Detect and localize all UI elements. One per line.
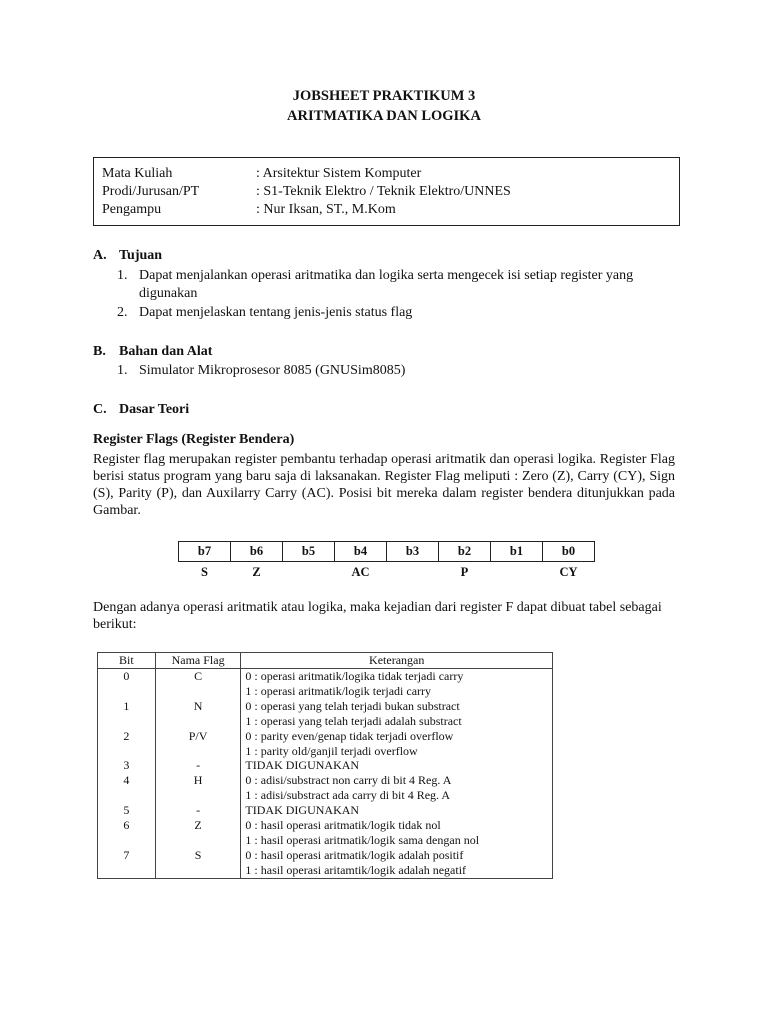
info-value: : Nur Iksan, ST., M.Kom — [256, 202, 396, 217]
bit-number — [98, 714, 156, 729]
table-row — [98, 714, 553, 729]
section-number: B. — [93, 344, 106, 359]
flag-description: 1 : hasil operasi aritmatik/logik sama dengan nol — [241, 833, 553, 848]
table-row — [98, 863, 553, 878]
section-title: Bahan dan Alat — [119, 344, 213, 359]
flag-cell — [491, 562, 543, 583]
flag-name: C — [155, 669, 241, 684]
table-row — [98, 744, 553, 759]
section-c-heading — [93, 402, 189, 418]
flag-description: TIDAK DIGUNAKAN — [241, 758, 553, 773]
table-row — [98, 818, 553, 833]
flag-description: 1 : hasil operasi aritamtik/logik adalah negatif — [241, 863, 553, 878]
flag-description: 0 : hasil operasi aritmatik/logik tidak nol — [241, 818, 553, 833]
column-header: Bit — [98, 653, 156, 669]
table-row — [98, 773, 553, 788]
doc-title: JOBSHEET PRAKTIKUM 3 — [292, 88, 476, 104]
bit-number: 3 — [98, 758, 156, 773]
flag-name: P/V — [155, 729, 241, 744]
table-header-row — [98, 653, 553, 669]
flag-cell: CY — [559, 564, 578, 579]
table-row — [98, 699, 553, 714]
flag-name: Z — [155, 818, 241, 833]
table-row — [98, 803, 553, 818]
table-row — [98, 758, 553, 773]
section-b-heading — [93, 344, 212, 360]
flag-description: TIDAK DIGUNAKAN — [241, 803, 553, 818]
flag-name: - — [155, 758, 241, 773]
flag-name — [155, 833, 241, 848]
bit-row — [179, 542, 595, 562]
info-label: Pengampu — [102, 202, 162, 217]
info-label: Mata Kuliah — [102, 166, 173, 181]
flag-cell: AC — [351, 564, 370, 579]
bit-cell: b1 — [491, 542, 543, 562]
course-info-box — [93, 157, 680, 226]
column-header: Nama Flag — [155, 653, 241, 669]
bit-number: 1 — [98, 699, 156, 714]
bit-number — [98, 788, 156, 803]
column-header: Keterangan — [241, 653, 553, 669]
flag-name — [155, 788, 241, 803]
flag-name — [155, 744, 241, 759]
bit-cell: b5 — [283, 542, 335, 562]
section-title: Tujuan — [119, 248, 163, 263]
flag-description: 1 : adisi/substract ada carry di bit 4 Reg. A — [241, 788, 553, 803]
flag-name — [155, 714, 241, 729]
flag-cell — [387, 562, 439, 583]
flag-cell — [283, 562, 335, 583]
bit-number — [98, 833, 156, 848]
table-row — [98, 669, 553, 684]
list-number: 1. — [117, 268, 128, 283]
flag-name: N — [155, 699, 241, 714]
info-value: : Arsitektur Sistem Komputer — [256, 166, 422, 181]
flag-name: H — [155, 773, 241, 788]
flag-cell: P — [460, 564, 469, 579]
section-title: Dasar Teori — [119, 402, 190, 417]
doc-subtitle: ARITMATIKA DAN LOGIKA — [287, 108, 481, 124]
register-flags-paragraph: Register flag merupakan register pembantu terhadap operasi aritmatik dan operasi logika. Register Flag berisi status program yang baru saja di laksanakan. Register Flag meliputi : Zero (Z), Carry (CY), Sign (S), Parity (P), dan Auxilarry Carry (AC). Posisi bit mereka dalam register bendera ditunjukkan pada Gambar. — [93, 452, 675, 518]
info-value: : S1-Teknik Elektro / Teknik Elektro/UNNES — [256, 184, 511, 199]
flag-description-table — [97, 652, 553, 879]
flag-table-intro: Dengan adanya operasi aritmatik atau logika, maka kejadian dari register F dapat dibuat tabel sebagai berikut: — [93, 600, 662, 632]
bit-cell: b3 — [387, 542, 439, 562]
flag-description: 1 : parity old/ganjil terjadi overflow — [241, 744, 553, 759]
bit-cell: b0 — [543, 542, 595, 562]
table-row — [98, 848, 553, 863]
table-row — [98, 729, 553, 744]
bit-number: 5 — [98, 803, 156, 818]
section-number: C. — [93, 402, 107, 417]
bit-number: 7 — [98, 848, 156, 863]
flag-name: S — [155, 848, 241, 863]
table-row — [98, 833, 553, 848]
flag-description: 0 : adisi/substract non carry di bit 4 Reg. A — [241, 773, 553, 788]
bit-cell: b4 — [335, 542, 387, 562]
section-a-heading — [93, 248, 162, 264]
list-text: Dapat menjelaskan tentang jenis-jenis status flag — [139, 305, 413, 320]
bit-number: 4 — [98, 773, 156, 788]
bit-number — [98, 684, 156, 699]
table-row — [98, 684, 553, 699]
bit-number: 6 — [98, 818, 156, 833]
flag-name: - — [155, 803, 241, 818]
table-row — [98, 788, 553, 803]
flag-description: 1 : operasi aritmatik/logik terjadi carry — [241, 684, 553, 699]
flag-row — [179, 562, 595, 583]
list-number: 2. — [117, 305, 128, 320]
bit-cell: b2 — [439, 542, 491, 562]
flag-description: 0 : parity even/genap tidak terjadi overflow — [241, 729, 553, 744]
bit-cell: b6 — [231, 542, 283, 562]
flag-cell: S — [201, 564, 208, 579]
flag-description: 1 : operasi yang telah terjadi adalah substract — [241, 714, 553, 729]
list-text: Dapat menjalankan operasi aritmatika dan logika serta mengecek isi setiap register yang digunakan — [139, 268, 634, 301]
flag-name — [155, 684, 241, 699]
section-number: A. — [93, 248, 107, 263]
flag-bit-position-table — [178, 541, 595, 582]
register-flags-heading: Register Flags (Register Bendera) — [93, 432, 295, 447]
list-text: Simulator Mikroprosesor 8085 (GNUSim8085) — [139, 363, 406, 378]
flag-description: 0 : operasi yang telah terjadi bukan substract — [241, 699, 553, 714]
flag-description: 0 : operasi aritmatik/logika tidak terjadi carry — [241, 669, 553, 684]
list-number: 1. — [117, 363, 128, 378]
bit-number — [98, 863, 156, 878]
bit-number: 0 — [98, 669, 156, 684]
bit-cell: b7 — [179, 542, 231, 562]
bit-number — [98, 744, 156, 759]
flag-cell: Z — [252, 564, 261, 579]
bit-number: 2 — [98, 729, 156, 744]
flag-description: 0 : hasil operasi aritmatik/logik adalah positif — [241, 848, 553, 863]
info-label: Prodi/Jurusan/PT — [102, 184, 200, 199]
flag-name — [155, 863, 241, 878]
